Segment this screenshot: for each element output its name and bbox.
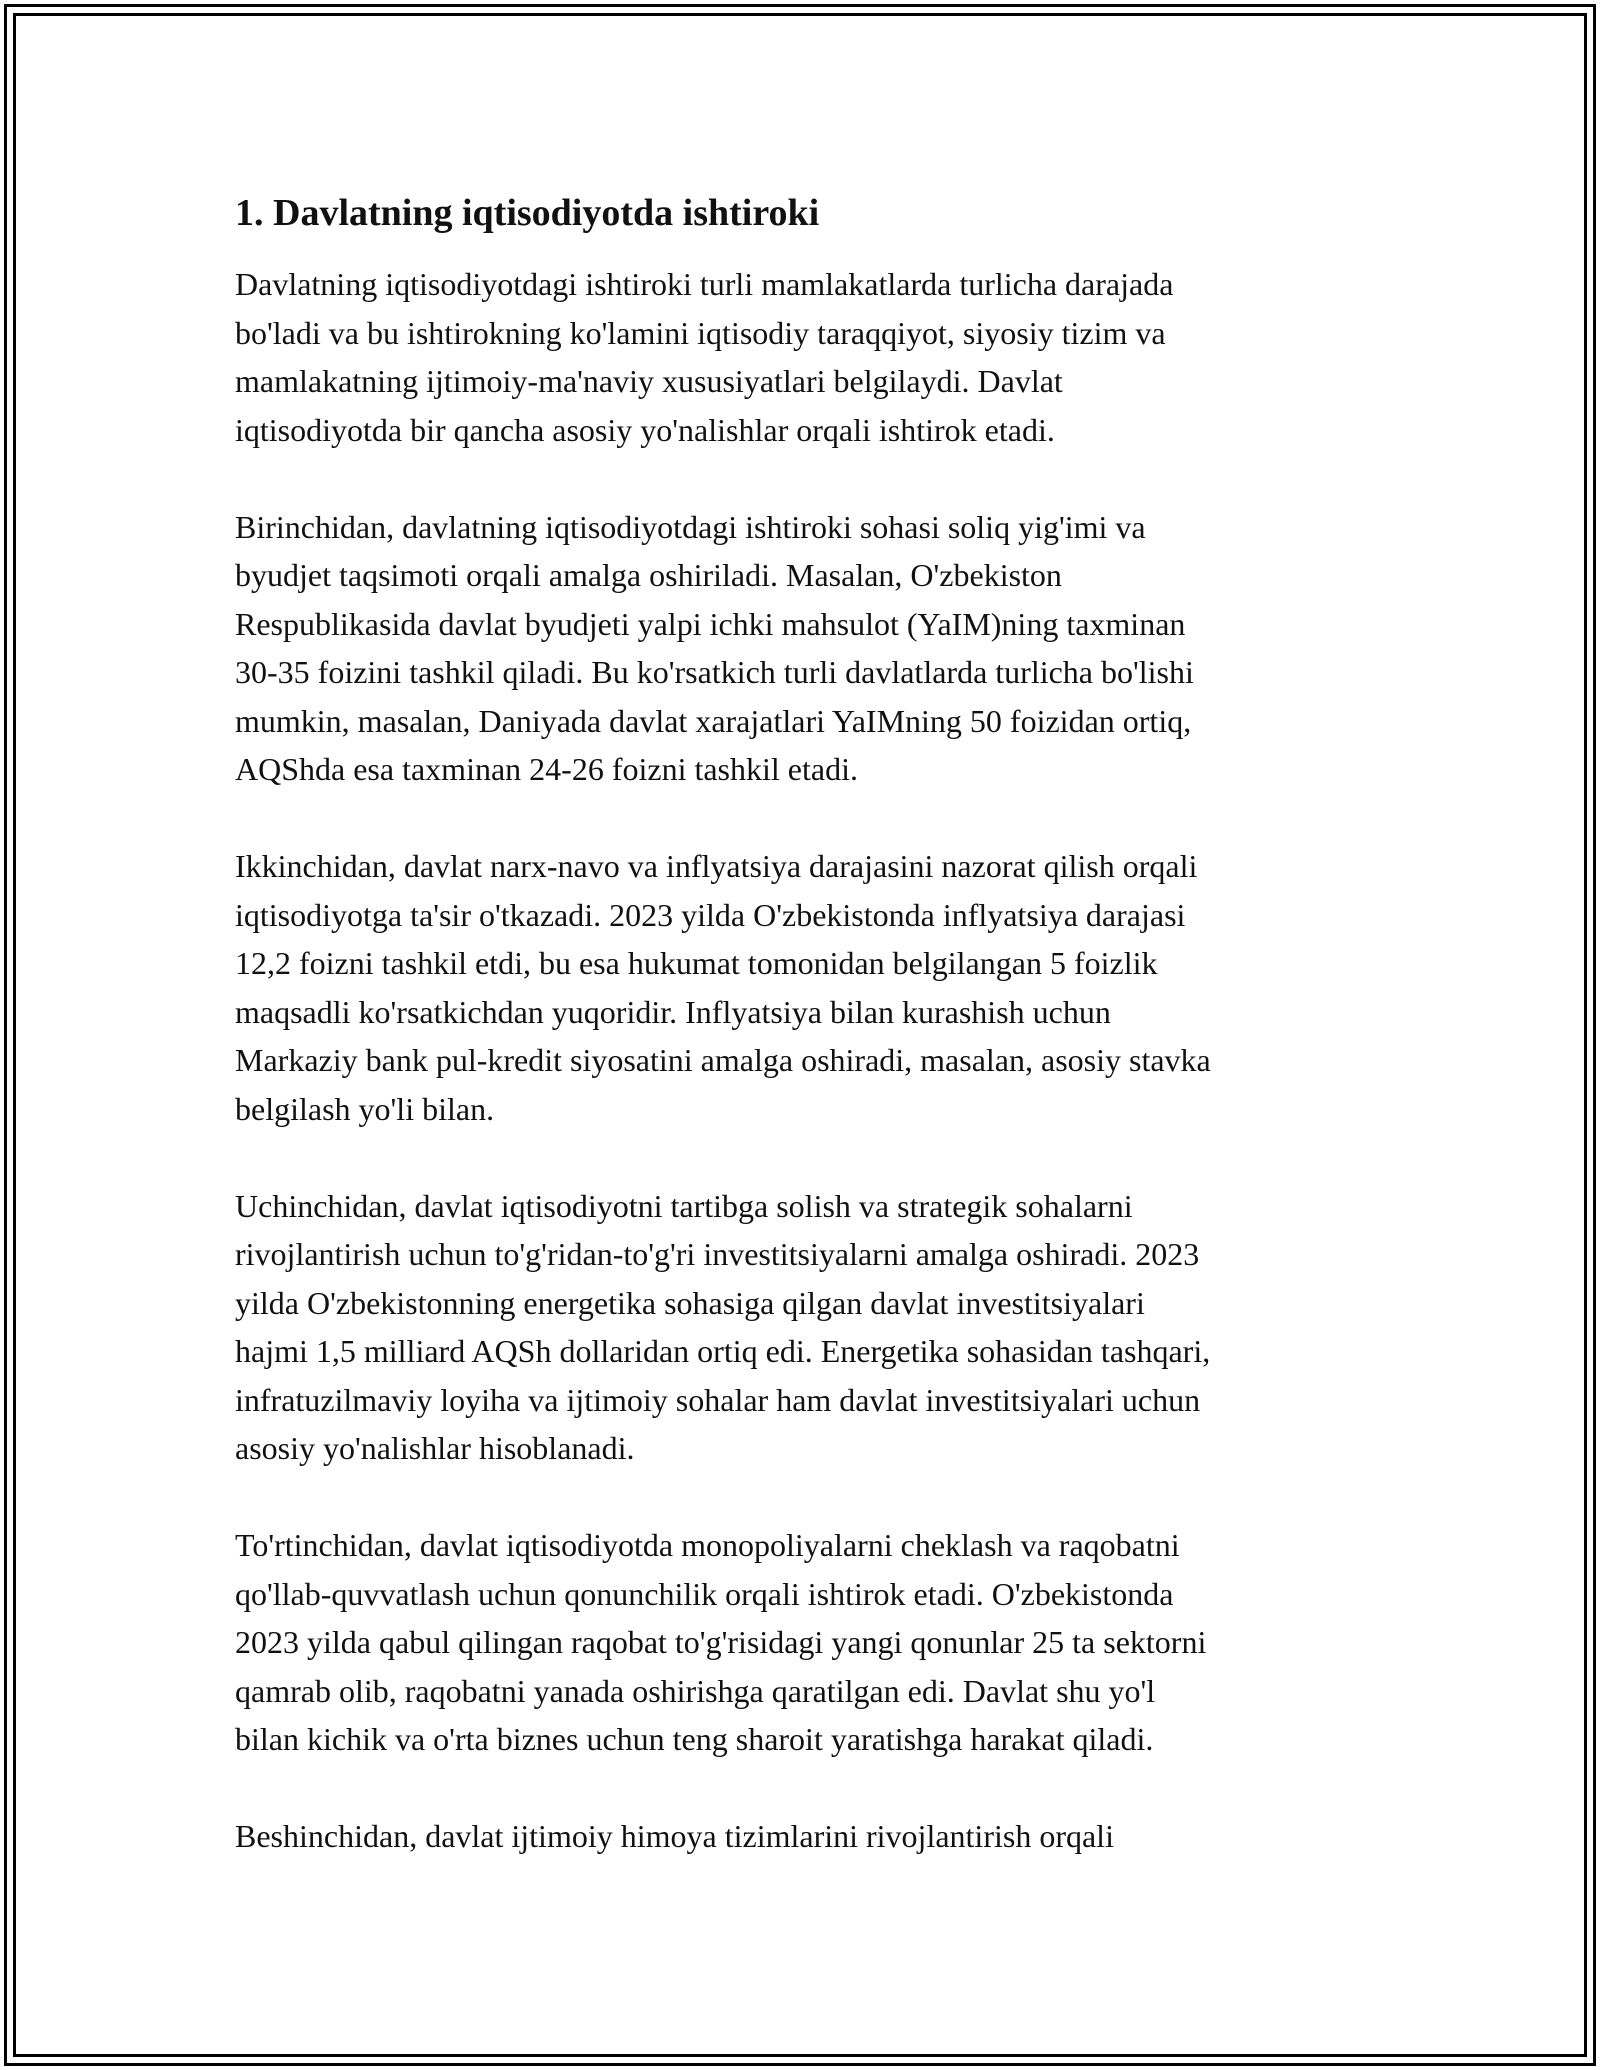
section-heading: 1. Davlatning iqtisodiyotda ishtiroki [235,192,820,234]
paragraph-line: Birinchidan, davlatning iqtisodiyotdagi ishtiroki sohasi soliq yig'imi va [235,508,1146,545]
paragraph-line: Respublikasida davlat byudjeti yalpi ichki mahsulot (YaIM)ning taxminan [235,605,1186,642]
paragraph-line: rivojlantirish uchun to'g'ridan-to'g'ri investitsiyalarni amalga oshiradi. 2023 [235,1236,1200,1272]
paragraph-line: Beshinchidan, davlat ijtimoiy himoya tizimlarini rivojlantirish orqali [235,1818,1114,1854]
paragraph [235,1812,1365,1861]
paragraph-line: iqtisodiyotda bir qancha asosiy yo'nalishlar orqali ishtirok etadi. [235,411,1055,448]
paragraph-line: 12,2 foizni tashkil etdi, bu esa hukumat tomonidan belgilangan 5 foizlik [235,945,1158,981]
paragraph-line: byudjet taqsimoti orqali amalga oshiriladi. Masalan, O'zbekiston [235,557,1062,593]
paragraph [235,842,1365,1133]
paragraph [235,1182,1365,1473]
paragraph-line: yilda O'zbekistonning energetika sohasiga qilgan davlat investitsiyalari [235,1284,1145,1321]
paragraph-line: qo'llab-quvvatlash uchun qonunchilik orqali ishtirok etadi. O'zbekistonda [235,1575,1174,1612]
paragraph-line: 30-35 foizini tashkil qiladi. Bu ko'rsatkich turli davlatlarda turlicha bo'lishi [235,654,1194,690]
paragraph-line: belgilash yo'li bilan. [235,1090,495,1127]
paragraph-line: bo'ladi va bu ishtirokning ko'lamini iqtisodiy taraqqiyot, siyosiy tizim va [235,314,1166,351]
paragraph-line: To'rtinchidan, davlat iqtisodiyotda monopoliyalarni cheklash va raqobatni [235,1527,1180,1563]
paragraph-line: infratuzilmaviy loyiha va ijtimoiy sohalar ham davlat investitsiyalari uchun [235,1381,1201,1418]
paragraph-line: mumkin, masalan, Daniyada davlat xarajatlari YaIMning 50 foizidan ortiq, [235,702,1192,739]
paragraph-line: 2023 yilda qabul qilingan raqobat to'g'risidagi yangi qonunlar 25 ta sektorni [235,1624,1207,1660]
paragraph-line: Markaziy bank pul-kredit siyosatini amalga oshiradi, masalan, asosiy stavka [235,1042,1211,1078]
paragraph-line: maqsadli ko'rsatkichdan yuqoridir. Inflyatsiya bilan kurashish uchun [235,993,1111,1030]
paragraph-line: Davlatning iqtisodiyotdagi ishtiroki turli mamlakatlarda turlicha darajada [235,266,1174,302]
paragraph-line: asosiy yo'nalishlar hisoblanadi. [235,1430,635,1466]
paragraph-line: iqtisodiyotga ta'sir o'tkazadi. 2023 yilda O'zbekistonda inflyatsiya darajasi [235,896,1186,933]
paragraph [235,1521,1365,1764]
paragraph-list [235,260,1365,1861]
paragraph [235,260,1365,454]
paragraph-line: AQShda esa taxminan 24-26 foizni tashkil etadi. [235,751,858,787]
paragraph-line: hajmi 1,5 milliard AQSh dollaridan ortiq edi. Energetika sohasidan tashqari, [235,1333,1211,1369]
paragraph-line: qamrab olib, raqobatni yanada oshirishga qaratilgan edi. Davlat shu yo'l [235,1672,1156,1709]
paragraph-line: mamlakatning ijtimoiy-ma'naviy xususiyatlari belgilaydi. Davlat [235,363,1063,399]
paragraph-line: Uchinchidan, davlat iqtisodiyotni tartibga solish va strategik sohalarni [235,1187,1133,1224]
paragraph [235,503,1365,794]
paragraph-line: bilan kichik va o'rta biznes uchun teng sharoit yaratishga harakat qiladi. [235,1721,1154,1757]
document-page [235,188,1365,1909]
paragraph-line: Ikkinchidan, davlat narx-navo va inflyatsiya darajasini nazorat qilish orqali [235,848,1198,884]
